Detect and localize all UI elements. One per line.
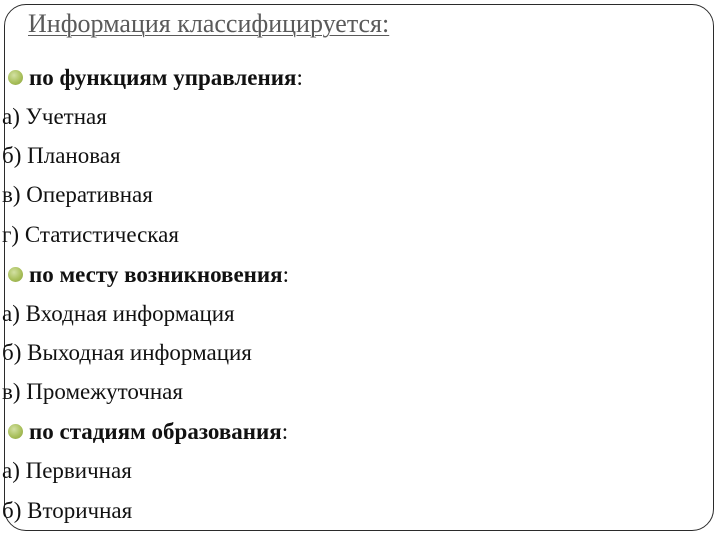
list-item: в) Оперативная	[2, 182, 153, 207]
list-item: б) Выходная информация	[2, 340, 252, 365]
slide-title: Информация классифицируется:	[28, 9, 390, 38]
list-item: а) Учетная	[2, 104, 107, 129]
group-heading-place-of-origin	[8, 255, 289, 294]
list-item: б) Плановая	[2, 143, 121, 168]
bullet-dot-icon	[8, 267, 23, 282]
bullet-dot-icon	[8, 424, 23, 439]
list-item: а) Входная информация	[2, 301, 235, 326]
group-heading-colon: :	[296, 65, 303, 90]
list-item: в) Промежуточная	[2, 379, 183, 404]
group-heading-colon: :	[282, 262, 290, 287]
list-item: б) Вторичная	[2, 498, 133, 523]
list-item: а) Первичная	[2, 458, 132, 483]
group-heading-text: по стадиям образования	[29, 419, 282, 444]
group-heading-colon: :	[281, 419, 289, 444]
bullet-dot-icon	[8, 70, 23, 85]
group-heading-text: по месту возникновения	[29, 262, 283, 287]
group-heading-text: по функциям управления	[29, 65, 297, 90]
list-item: г) Статистическая	[2, 222, 179, 247]
group-heading-management-functions	[8, 58, 303, 97]
group-heading-formation-stages	[8, 412, 288, 451]
